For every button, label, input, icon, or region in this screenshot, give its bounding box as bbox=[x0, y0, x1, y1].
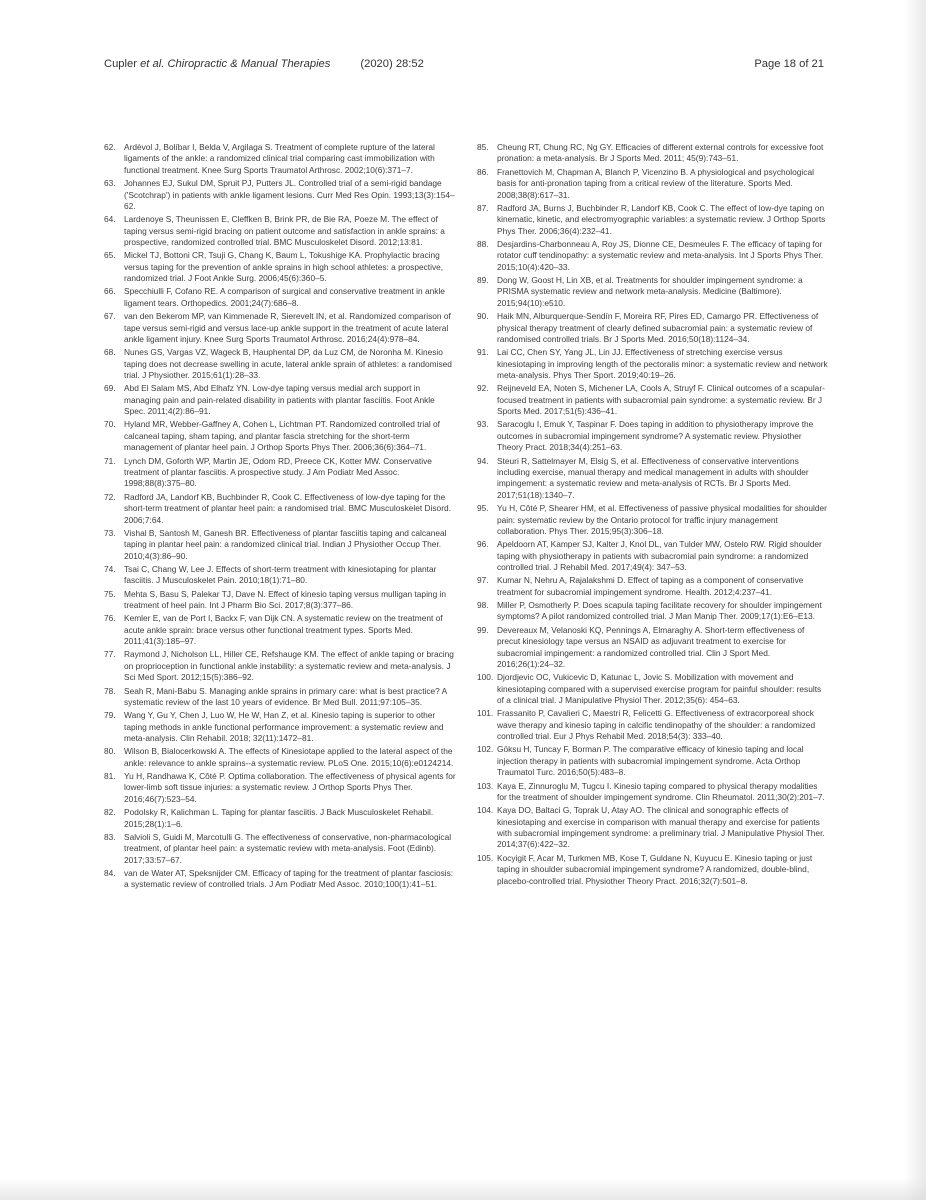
reference-entry bbox=[104, 807, 456, 830]
reference-entry bbox=[104, 142, 456, 176]
reference-entry bbox=[477, 311, 829, 345]
reference-entry bbox=[477, 503, 829, 537]
reference-text: Kaya E, Zinnuroglu M, Tugcu I. Kinesio taping compared to physical therapy modalities for the treatment of shoulder impingement syndrome. Clin Rheumatol. 2011;30(2):201–7. bbox=[497, 780, 825, 802]
reference-number: 95. bbox=[477, 503, 489, 514]
reference-entry bbox=[477, 575, 829, 598]
header-et-al: et al. bbox=[140, 58, 165, 70]
reference-entry bbox=[477, 672, 829, 706]
reference-number: 76. bbox=[104, 613, 116, 624]
reference-entry bbox=[477, 781, 829, 804]
page-number: Page 18 of 21 bbox=[754, 58, 824, 70]
reference-text: Kocyigit F, Acar M, Turkmen MB, Kose T, Guldane N, Kuyucu E. Kinesio taping or just taping in shoulder subacromial impingement syndrome? A randomized, double-blind, placebo-controlled trial. Physiother Theory Pract. 2016;32(7):501–8. bbox=[497, 852, 813, 886]
reference-text: Radford JA, Landorf KB, Buchbinder R, Cook C. Effectiveness of low-dye taping for the short-term treatment of plantar heel pain: a randomised trial. BMC Musculoskelet Disord. 2006;7:64. bbox=[124, 491, 451, 525]
reference-text: Kaya DO, Baltaci G, Toprak U, Atay AO. The clinical and sonographic effects of kinesiotaping and exercise in comparison with manual therapy and exercise for patients with subacromial impingement syndrome: a preliminary trial. J Manipulative Physiol Ther. 2014;37(6):422–32. bbox=[497, 805, 825, 850]
reference-number: 71. bbox=[104, 455, 116, 466]
reference-number: 88. bbox=[477, 238, 489, 249]
reference-entry bbox=[477, 625, 829, 671]
reference-number: 75. bbox=[104, 588, 116, 599]
header-year-volume: (2020) 28:52 bbox=[360, 58, 424, 70]
reference-number: 64. bbox=[104, 214, 116, 225]
reference-number: 63. bbox=[104, 178, 116, 189]
reference-number: 93. bbox=[477, 419, 489, 430]
reference-number: 91. bbox=[477, 347, 489, 358]
reference-number: 96. bbox=[477, 539, 489, 550]
reference-entry bbox=[477, 805, 829, 851]
reference-text: Haik MN, Alburquerque-Sendín F, Moreira RF, Pires ED, Camargo PR. Effectiveness of physical therapy treatment of clearly defined subacromial pain: a systematic review of randomised controlled trials. Br J Sports Med. 2016;50(18):1124–34. bbox=[497, 311, 819, 344]
reference-number: 80. bbox=[104, 746, 116, 757]
reference-entry bbox=[477, 167, 829, 201]
reference-number: 99. bbox=[477, 624, 489, 635]
reference-entry bbox=[104, 710, 456, 744]
reference-number: 100. bbox=[477, 672, 494, 683]
reference-number: 65. bbox=[104, 250, 116, 261]
reference-number: 67. bbox=[104, 311, 116, 322]
reference-entry bbox=[104, 456, 456, 490]
page-shadow-bottom bbox=[0, 1178, 926, 1200]
reference-entry bbox=[104, 686, 456, 709]
reference-text: Frassanito P, Cavalieri C, Maestri R, Felicetti G. Effectiveness of extracorporeal shock wave therapy and kinesio taping in calcific tendinopathy of the shoulder: a randomized controlled trial. Eur J Phys Rehabil Med. 2018;54(3): 333–40. bbox=[497, 708, 816, 742]
references-left-column bbox=[104, 142, 456, 893]
reference-number: 85. bbox=[477, 142, 489, 152]
reference-entry bbox=[477, 853, 829, 887]
reference-entry bbox=[104, 492, 456, 526]
reference-text: Ardèvol J, Bolíbar I, Belda V, Argilaga S. Treatment of complete rupture of the lateral ligaments of the ankle: a randomized clinical trial comparing cast immobilization with functional treatment. Knee Surg Sports Traumatol Arthrosc. 2002;10(6):371–7. bbox=[124, 142, 435, 175]
header-citation bbox=[104, 58, 424, 70]
reference-number: 79. bbox=[104, 710, 116, 721]
reference-text: Hyland MR, Webber-Gaffney A, Cohen L, Lichtman PT. Randomized controlled trial of calcaneal taping, sham taping, and plantar fascia stretching for the short-term management of plantar heel pain. J Orthop Sports Phys Ther. 2006;36(6):364–71. bbox=[124, 419, 440, 453]
reference-entry bbox=[477, 744, 829, 778]
reference-text: Nunes GS, Vargas VZ, Wageck B, Hauphental DP, da Luz CM, de Noronha M. Kinesio taping does not decrease swelling in acute, lateral ankle sprain of athletes: a randomised trial. J Physiother. 2015;61(1):28–33. bbox=[124, 347, 452, 381]
reference-number: 89. bbox=[477, 275, 489, 286]
reference-entry bbox=[477, 456, 829, 502]
reference-number: 77. bbox=[104, 649, 116, 660]
page-shadow-right bbox=[904, 0, 926, 1200]
reference-number: 69. bbox=[104, 383, 116, 394]
reference-text: Tsai C, Chang W, Lee J. Effects of short-term treatment with kinesiotaping for plantar fasciitis. J Musculoskelet Pain. 2010;18(1):71–80. bbox=[124, 563, 437, 586]
reference-entry bbox=[477, 203, 829, 237]
reference-number: 83. bbox=[104, 831, 116, 842]
reference-entry bbox=[477, 419, 829, 453]
reference-entry bbox=[477, 347, 829, 381]
reference-number: 104. bbox=[477, 805, 494, 816]
reference-number: 102. bbox=[477, 744, 494, 755]
reference-text: Kumar N, Nehru A, Rajalakshmi D. Effect of taping as a component of conservative treatment for subacromial impingement syndrome. Health. 2012;4:237–41. bbox=[497, 575, 804, 597]
reference-entry bbox=[104, 746, 456, 769]
reference-number: 66. bbox=[104, 286, 116, 297]
reference-text: Specchiulli F, Cofano RE. A comparison of surgical and conservative treatment in ankle ligament tears. Orthopedics. 2001;24(7):686–8. bbox=[124, 286, 445, 308]
reference-number: 72. bbox=[104, 491, 116, 502]
reference-entry bbox=[477, 600, 829, 623]
references-right-column bbox=[477, 142, 829, 889]
reference-text: Wilson B, Bialocerkowski A. The effects of Kinesiotape applied to the lateral aspect of the ankle: relevance to ankle sprains--a systematic review. PLoS One. 2015;10(6):e0124214. bbox=[124, 746, 454, 768]
reference-number: 87. bbox=[477, 202, 489, 213]
reference-text: Apeldoorn AT, Kamper SJ, Kalter J, Knol DL, van Tulder MW, Ostelo RW. Rigid shoulder taping with physiotherapy in patients with subacromial pain syndrome: a randomized controlled trial. J Rehabil Med. 2017;49(4): 347–53. bbox=[497, 539, 822, 573]
reference-text: Lai CC, Chen SY, Yang JL, Lin JJ. Effectiveness of stretching exercise versus kinesiotaping in improving length of the pectoralis minor: a systematic review and network meta-analysis. Phys Ther Sport. 2019;40:19–26. bbox=[497, 347, 828, 381]
reference-text: Franettovich M, Chapman A, Blanch P, Vicenzino B. A physiological and psychological basis for anti-pronation taping from a critical review of the literature. Sports Med. 2008;38(8):617–31. bbox=[497, 166, 814, 200]
reference-text: Seah R, Mani-Babu S. Managing ankle sprains in primary care: what is best practice? A systematic review of the last 10 years of evidence. Br Med Bull. 2011;97:105–35. bbox=[124, 685, 447, 707]
reference-entry bbox=[104, 286, 456, 309]
reference-text: Göksu H, Tuncay F, Borman P. The comparative efficacy of kinesio taping and local injection therapy in patients with subacromial impingement syndrome. Acta Orthop Traumatol Turc. 2016;50(5):483–8. bbox=[497, 744, 804, 778]
reference-number: 98. bbox=[477, 600, 489, 611]
reference-entry bbox=[104, 311, 456, 345]
reference-entry bbox=[104, 178, 456, 212]
reference-entry bbox=[104, 419, 456, 453]
reference-entry bbox=[104, 589, 456, 612]
reference-number: 73. bbox=[104, 527, 116, 538]
reference-number: 84. bbox=[104, 867, 116, 878]
reference-entry bbox=[104, 868, 456, 891]
reference-entry bbox=[104, 771, 456, 805]
reference-entry bbox=[104, 214, 456, 248]
reference-entry bbox=[477, 383, 829, 417]
reference-number: 74. bbox=[104, 563, 116, 574]
reference-text: Dong W, Goost H, Lin XB, et al. Treatments for shoulder impingement syndrome: a PRISMA systematic review and network meta-analysis. Medicine (Baltimore). 2015;94(10):e510. bbox=[497, 275, 803, 308]
reference-text: Salvioli S, Guidi M, Marcotulli G. The effectiveness of conservative, non-pharmacological treatment, of plantar heel pain: a systematic review with meta-analysis. Foot (Edinb). 2017;33:57–67. bbox=[124, 831, 452, 865]
reference-text: Kemler E, van de Port I, Backx F, van Dijk CN. A systematic review on the treatment of acute ankle sprain: brace versus other functional treatment types. Sports Med. 2011;41(3):185–97. bbox=[124, 613, 443, 647]
reference-entry bbox=[477, 239, 829, 273]
reference-number: 68. bbox=[104, 347, 116, 358]
reference-number: 81. bbox=[104, 771, 116, 782]
reference-entry bbox=[104, 250, 456, 284]
header-journal: Chiropractic & Manual Therapies bbox=[164, 58, 331, 70]
reference-number: 82. bbox=[104, 807, 116, 818]
reference-number: 62. bbox=[104, 142, 116, 152]
reference-text: Podolsky R, Kalichman L. Taping for plantar fasciitis. J Back Musculoskelet Rehabil. 2015;28(1):1–6. bbox=[124, 807, 434, 829]
reference-text: Abd El Salam MS, Abd Elhafz YN. Low-dye taping versus medial arch support in managing pain and pain-related disability in patients with plantar fasciitis. Foot Ankle Spec. 2011;4(2):86–91. bbox=[124, 383, 435, 417]
reference-text: Yu H, Randhawa K, Côté P. Optima collaboration. The effectiveness of physical agents for lower-limb soft tissue injuries: a systematic review. J Orthop Sports Phys Ther. 2016;46(7):523–54. bbox=[124, 771, 456, 804]
reference-entry bbox=[477, 142, 829, 165]
reference-text: Wang Y, Gu Y, Chen J, Luo W, He W, Han Z, et al. Kinesio taping is superior to other taping methods in ankle functional performance improvement: a systematic review and meta-analysis. Clin Rehabil. 2018; 32(11):1472–81. bbox=[124, 710, 444, 744]
reference-number: 90. bbox=[477, 311, 489, 322]
reference-text: Desjardins-Charbonneau A, Roy JS, Dionne CE, Desmeules F. The efficacy of taping for rotator cuff tendinopathy: a systematic review and meta-analysis. Int J Sports Phys Ther. 2015;10(4):420–33. bbox=[497, 238, 824, 272]
reference-entry bbox=[477, 275, 829, 309]
reference-text: Djordjevic OC, Vukicevic D, Katunac L, Jovic S. Mobilization with movement and kinesiotaping compared with a supervised exercise program for painful shoulder: results of a clinical trial. J Manipulative Physiol Ther. 2012;35(6): 454–63. bbox=[497, 672, 822, 706]
reference-text: Mehta S, Basu S, Palekar TJ, Dave N. Effect of kinesio taping versus mulligan taping in treatment of heel pain. Int J Pharm Bio Sci. 2017;8(3):377–86. bbox=[124, 588, 447, 611]
reference-number: 105. bbox=[477, 852, 494, 863]
reference-entry bbox=[104, 613, 456, 647]
reference-entry bbox=[104, 528, 456, 562]
reference-entry bbox=[104, 649, 456, 683]
reference-text: Lardenoye S, Theunissen E, Cleffken B, Brink PR, de Bie RA, Poeze M. The effect of taping versus semi-rigid bracing on patient outcome and satisfaction in ankle sprains: a prospective, randomized controlled trial. BMC Musculoskelet Disord. 2012;13:81. bbox=[124, 214, 445, 248]
running-header bbox=[104, 58, 824, 78]
reference-text: Lynch DM, Goforth WP, Martin JE, Odom RD, Preece CK, Kotter MW. Conservative treatment of plantar fasciitis. A prospective study. J Am Podiatr Med Assoc. 1998;88(8):375–80. bbox=[124, 455, 432, 489]
reference-number: 92. bbox=[477, 383, 489, 394]
reference-entry bbox=[104, 564, 456, 587]
reference-text: Mickel TJ, Bottoni CR, Tsuji G, Chang K, Baum L, Tokushige KA. Prophylactic bracing versus taping for the prevention of ankle sprains in high school athletes: a prospective, randomized trial. J Foot Ankle Surg. 2006;45(6):360–5. bbox=[124, 250, 444, 284]
reference-number: 97. bbox=[477, 575, 489, 586]
reference-text: Yu H, Côté P, Shearer HM, et al. Effectiveness of passive physical modalities for shoulder pain: systematic review by the Ontario protocol for traffic injury management collaboration. Phys Ther. 2015;95(3):306–18. bbox=[497, 503, 827, 536]
reference-text: Radford JA, Burns J, Buchbinder R, Landorf KB, Cook C. The effect of low-dye taping on kinematic, kinetic, and electromyographic variables: a systematic review. J Orthop Sports Phys Ther. 2006;36(4):232–41. bbox=[497, 202, 826, 236]
reference-number: 94. bbox=[477, 455, 489, 466]
reference-text: Miller P, Osmotherly P. Does scapula taping facilitate recovery for shoulder impingement symptoms? A pilot randomized controlled trial. J Man Manip Ther. 2009;17(1):E6–E13. bbox=[497, 600, 822, 622]
reference-text: Steuri R, Sattelmayer M, Elsig S, et al. Effectiveness of conservative interventions including exercise, manual therapy and medical management in adults with shoulder impingement: a systematic review and meta-analysis of RCTs. Br J Sports Med. 2017;51(18):1340–7. bbox=[497, 455, 809, 500]
reference-text: Devereaux M, Velanoski KQ, Pennings A, Elmaraghy A. Short-term effectiveness of precut kinesiology tape versus an NSAID as adjuvant treatment to exercise for subacromial impingement: a randomized controlled trial. Clin J Sport Med. 2016;26(1):24–32. bbox=[497, 624, 805, 669]
reference-entry bbox=[477, 539, 829, 573]
header-authors: Cupler bbox=[104, 58, 141, 70]
reference-text: Reijneveld EA, Noten S, Michener LA, Cools A, Struyf F. Clinical outcomes of a scapular-focused treatment in patients with subacromial pain syndrome: a systematic review. Br J Sports Med. 2017;51(5):436–41. bbox=[497, 383, 825, 417]
reference-number: 101. bbox=[477, 708, 494, 719]
reference-number: 70. bbox=[104, 419, 116, 430]
reference-text: Johannes EJ, Sukul DM, Spruit PJ, Putters JL. Controlled trial of a semi-rigid bandage ('Scotchrap') in patients with ankle ligament lesions. Curr Med Res Opin. 1993;13(3):154–62. bbox=[124, 178, 455, 211]
reference-number: 78. bbox=[104, 685, 116, 696]
reference-entry bbox=[477, 708, 829, 742]
reference-text: van de Water AT, Speksnijder CM. Efficacy of taping for the treatment of plantar fasciosis: a systematic review of controlled trials. J Am Podiatr Med Assoc. 2010;100(1):41–51. bbox=[124, 867, 454, 890]
reference-text: van den Bekerom MP, van Kimmenade R, Sierevelt IN, et al. Randomized comparison of tape versus semi-rigid and versus lace-up ankle support in the treatment of acute lateral ankle ligament injury. Knee Surg Sports Traumatol Arthrosc. 2016;24(4):978–84. bbox=[124, 311, 451, 344]
reference-text: Vishal B, Santosh M, Ganesh BR. Effectiveness of plantar fasciitis taping and calcaneal taping in plantar heel pain: a randomized clinical trial. Indian J Physiother Occup Ther. 2010;4(3):86–90. bbox=[124, 527, 447, 561]
reference-number: 103. bbox=[477, 780, 494, 791]
reference-text: Saracoglu I, Emuk Y, Taspinar F. Does taping in addition to physiotherapy improve the outcomes in subacromial impingement syndrome? A systematic review. Physiother Theory Pract. 2018;34(4):251–63. bbox=[497, 419, 814, 453]
reference-entry bbox=[104, 832, 456, 866]
reference-text: Raymond J, Nicholson LL, Hiller CE, Refshauge KM. The effect of ankle taping or bracing on proprioception in functional ankle instability: a systematic review and meta-analysis. J Sci Med Sport. 2012;15(5):386–92. bbox=[124, 649, 454, 683]
reference-text: Cheung RT, Chung RC, Ng GY. Efficacies of different external controls for excessive foot pronation: a meta-analysis. Br J Sports Med. 2011; 45(9):743–51. bbox=[497, 142, 824, 164]
reference-entry bbox=[104, 383, 456, 417]
reference-entry bbox=[104, 347, 456, 381]
reference-number: 86. bbox=[477, 166, 489, 177]
